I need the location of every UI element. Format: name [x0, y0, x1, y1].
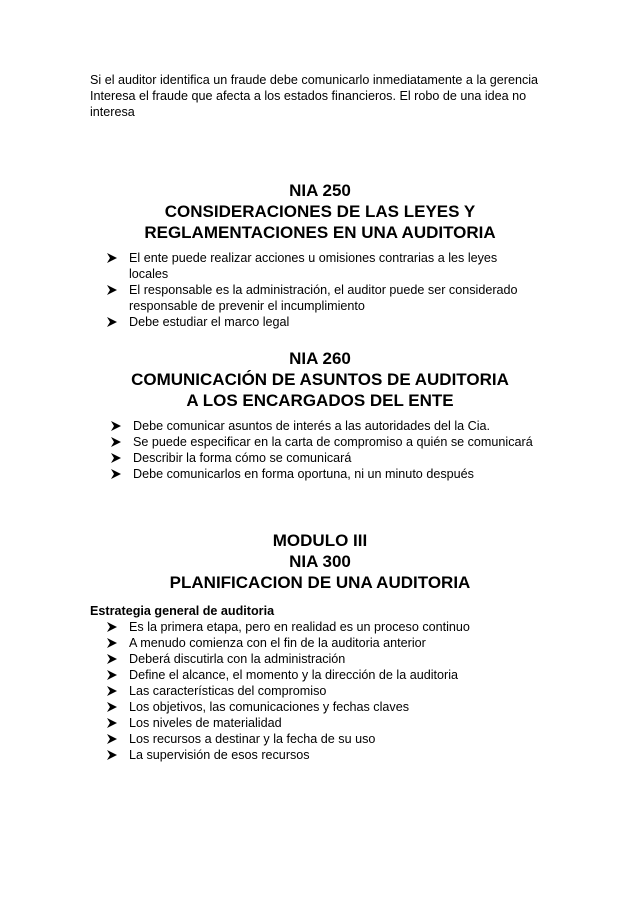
nia250-heading	[90, 180, 550, 243]
nia260-heading	[90, 348, 550, 411]
nia250-title-line: REGLAMENTACIONES EN UNA AUDITORIA	[144, 223, 496, 242]
modulo3-bullet-list	[106, 619, 470, 763]
list-item-text: Se puede especificar en la carta de compromiso a quién se comunicará	[133, 435, 533, 449]
nia260-title-line: COMUNICACIÓN DE ASUNTOS DE AUDITORIA	[131, 370, 509, 389]
list-item	[106, 699, 470, 715]
arrow-bullet-icon	[106, 316, 118, 328]
intro-line-fraud-report: Si el auditor identifica un fraude debe comunicarlo inmediatamente a la gerencia	[90, 73, 539, 87]
arrow-bullet-icon	[106, 733, 118, 745]
nia260-bullet-list	[110, 418, 533, 482]
list-item	[110, 450, 533, 466]
nia250-title-line: NIA 250	[289, 181, 351, 200]
arrow-bullet-icon	[106, 685, 118, 697]
nia250-title-line: CONSIDERACIONES DE LAS LEYES Y	[164, 202, 476, 221]
list-item	[110, 466, 533, 482]
list-item	[106, 282, 536, 314]
arrow-bullet-icon	[106, 701, 118, 713]
list-item	[106, 747, 470, 763]
list-item	[110, 434, 533, 450]
list-item	[106, 667, 470, 683]
arrow-bullet-icon	[106, 749, 118, 761]
arrow-bullet-icon	[106, 284, 118, 296]
arrow-bullet-icon	[110, 436, 122, 448]
list-item	[106, 715, 470, 731]
arrow-bullet-icon	[106, 717, 118, 729]
list-item-text: Los objetivos, las comunicaciones y fechas claves	[129, 700, 410, 714]
arrow-bullet-icon	[110, 468, 122, 480]
list-item-text: Debe estudiar el marco legal	[129, 315, 290, 329]
list-item-text: Define el alcance, el momento y la dirección de la auditoria	[129, 668, 459, 682]
list-item-text: Es la primera etapa, pero en realidad es un proceso continuo	[129, 620, 470, 634]
list-item	[106, 314, 536, 330]
intro-line-fraud-interest: Interesa el fraude que afecta a los estados financieros. El robo de una idea no interesa	[90, 89, 527, 119]
arrow-bullet-icon	[110, 420, 122, 432]
list-item-text: Debe comunicarlos en forma oportuna, ni un minuto después	[133, 467, 474, 481]
modulo3-heading	[90, 530, 550, 593]
list-item	[110, 418, 533, 434]
arrow-bullet-icon	[106, 653, 118, 665]
arrow-bullet-icon	[106, 621, 118, 633]
arrow-bullet-icon	[106, 637, 118, 649]
arrow-bullet-icon	[106, 669, 118, 681]
nia250-bullet-list	[106, 250, 536, 330]
list-item	[106, 250, 536, 282]
strategy-subtitle: Estrategia general de auditoria	[90, 604, 275, 618]
list-item	[106, 731, 470, 747]
nia260-title-line: A LOS ENCARGADOS DEL ENTE	[186, 391, 454, 410]
list-item-text: A menudo comienza con el fin de la auditoria anterior	[129, 636, 426, 650]
list-item-text: Debe comunicar asuntos de interés a las autoridades del la Cia.	[133, 419, 491, 433]
modulo3-title-line: MODULO III	[272, 531, 368, 550]
list-item-text: Deberá discutirla con la administración	[129, 652, 346, 666]
list-item-text: Las características del compromiso	[129, 684, 327, 698]
modulo3-title-line: NIA 300	[289, 552, 351, 571]
list-item	[106, 683, 470, 699]
arrow-bullet-icon	[106, 252, 118, 264]
list-item-text: Los recursos a destinar y la fecha de su uso	[129, 732, 376, 746]
arrow-bullet-icon	[110, 452, 122, 464]
list-item	[106, 619, 470, 635]
list-item	[106, 651, 470, 667]
intro-paragraph	[90, 72, 560, 120]
list-item-text: Describir la forma cómo se comunicará	[133, 451, 352, 465]
modulo3-title-line: PLANIFICACION DE UNA AUDITORIA	[169, 573, 471, 592]
list-item	[106, 635, 470, 651]
list-item-text: Los niveles de materialidad	[129, 716, 282, 730]
list-item-text: El ente puede realizar acciones u omisiones contrarias a les leyes locales	[129, 251, 498, 281]
list-item-text: La supervisión de esos recursos	[129, 748, 310, 762]
list-item-text: El responsable es la administración, el auditor puede ser considerado responsable de prevenir el incumplimiento	[129, 283, 518, 313]
nia260-title-line: NIA 260	[289, 349, 351, 368]
